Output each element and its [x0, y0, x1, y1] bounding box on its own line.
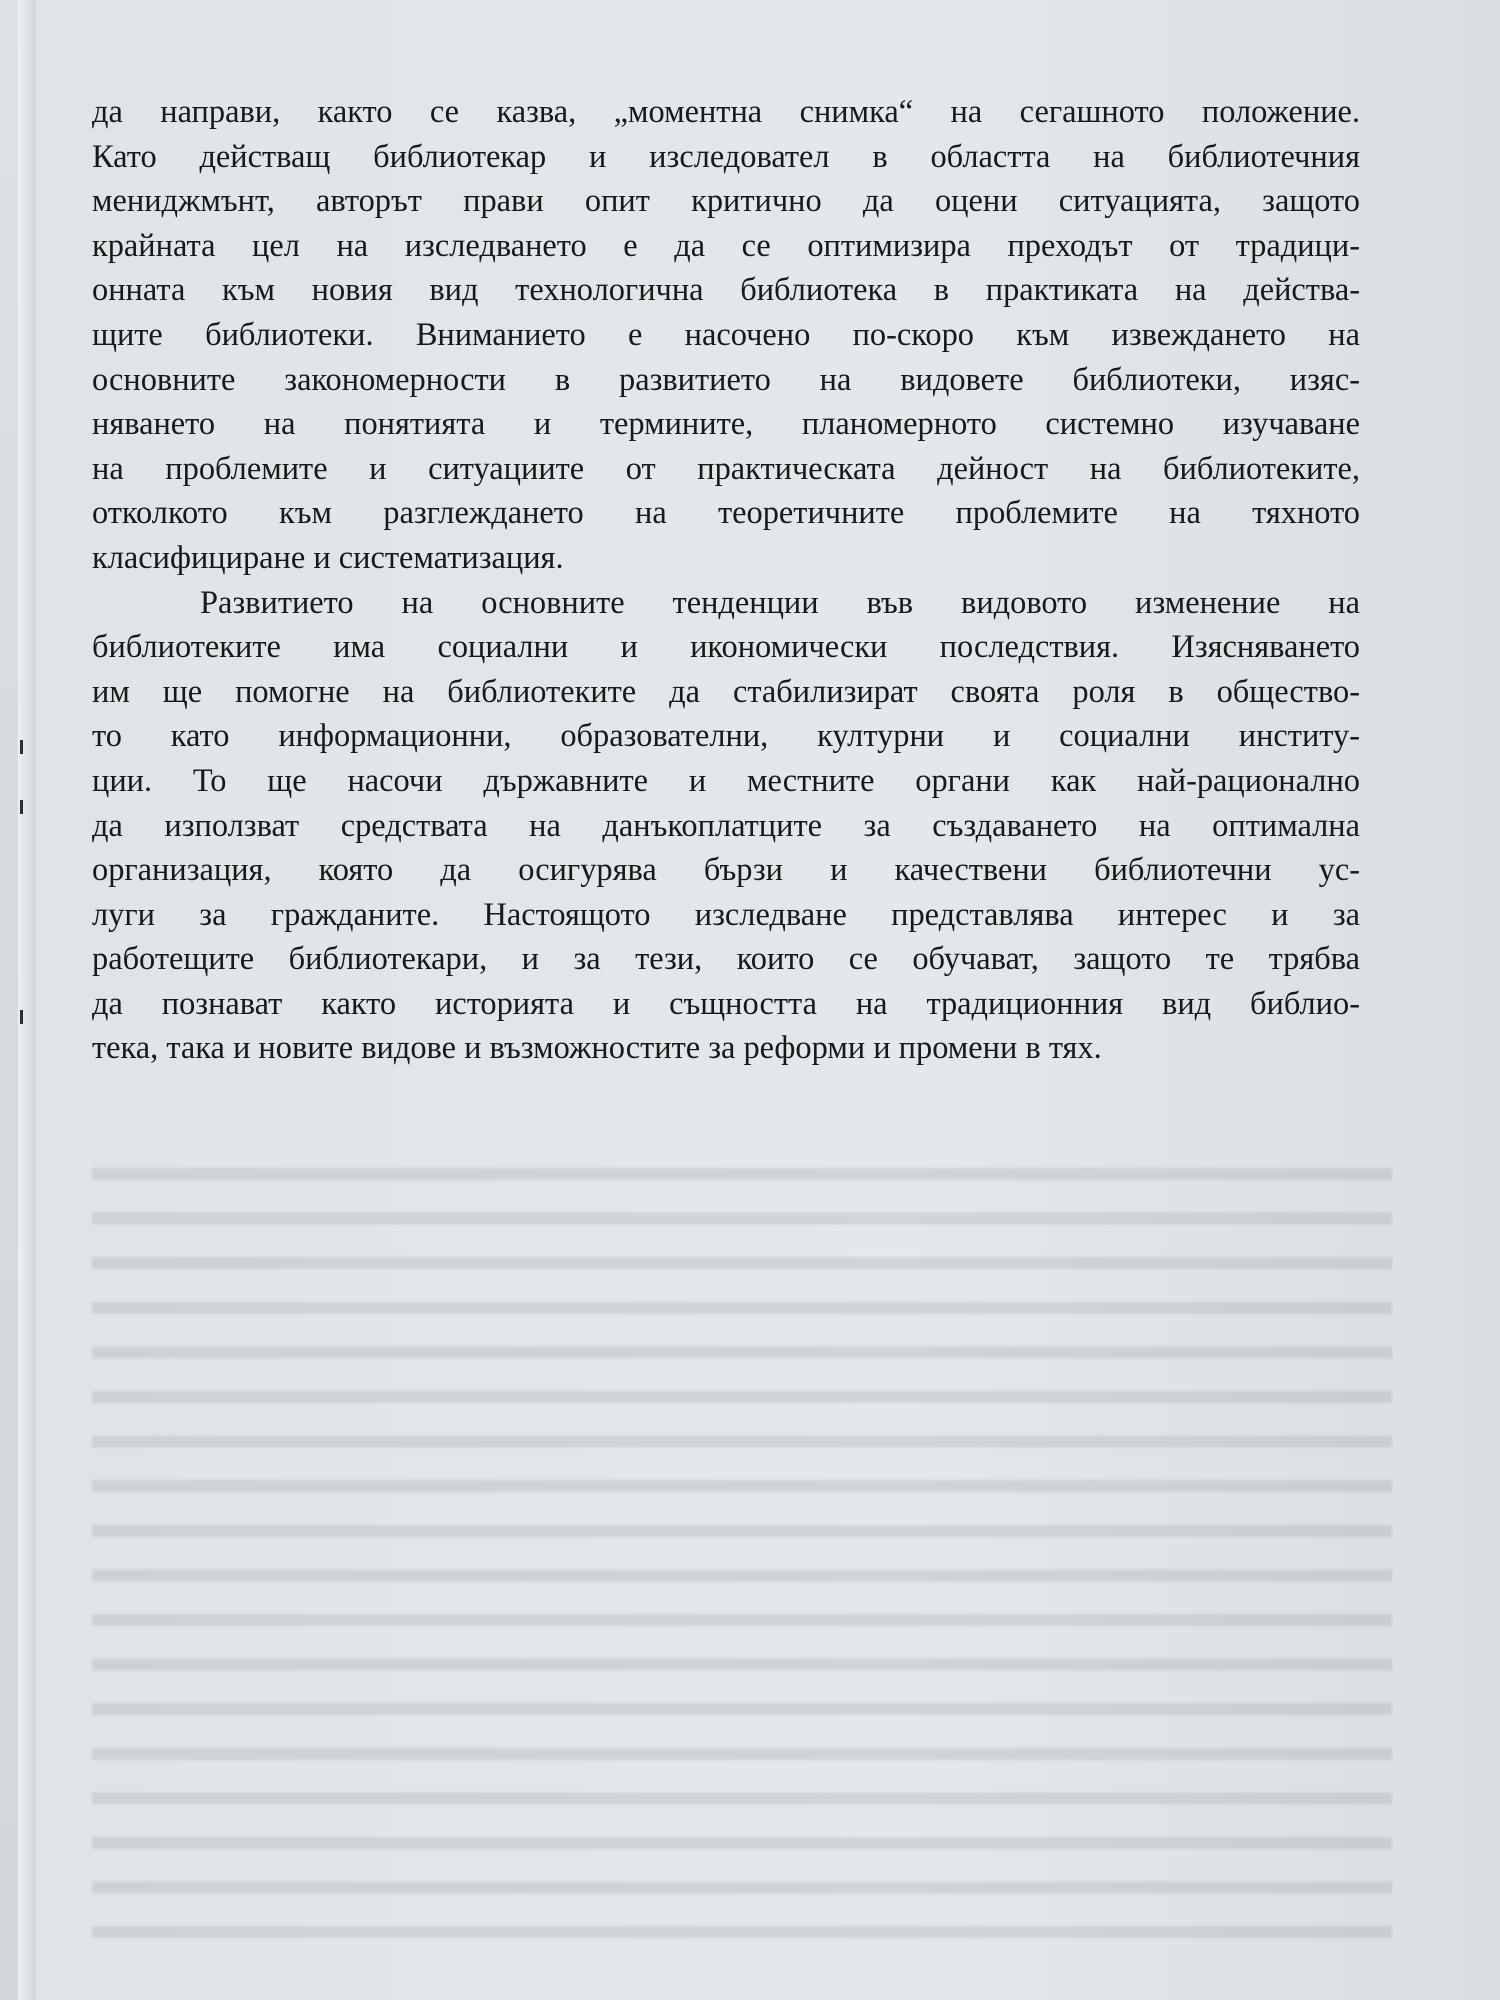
text-line: им ще помогне на библиотеките да стабилизират своята роля в общество-	[92, 673, 1360, 710]
body-text	[92, 90, 1360, 1071]
text-line: работещите библиотекари, и за тези, които се обучават, защото те трябва	[92, 941, 1360, 978]
text-line: класифициране и систематизация.	[92, 539, 564, 576]
paragraph-2	[92, 581, 1360, 1072]
text-line: тека, така и новите видове и възможностите за реформи и промени в тях.	[92, 1030, 1102, 1067]
text-line: да направи, както се казва, „моментна снимка“ на сегашното положение.	[92, 94, 1360, 130]
text-line: Развитието на основните тенденции във видовото изменение на	[200, 584, 1360, 621]
text-line: крайната цел на изследването е да се оптимизира преходът от традици-	[92, 227, 1360, 264]
text-line: ции. То ще насочи държавните и местните органи как най-рационално	[92, 762, 1360, 799]
text-line: библиотеките има социални и икономически последствия. Изясняването	[92, 629, 1360, 666]
text-line: Като действащ библиотекар и изследовател в областта на библиотечния	[92, 138, 1360, 175]
edge-mark	[20, 800, 23, 814]
edge-mark	[20, 1010, 23, 1024]
text-line: мениджмънт, авторът прави опит критично да оцени ситуацията, защото	[92, 183, 1360, 220]
text-line: организация, която да осигурява бързи и качествени библиотечни ус-	[92, 852, 1360, 889]
paragraph-1	[92, 90, 1360, 581]
text-line: то като информационни, образователни, културни и социални институ-	[92, 718, 1360, 755]
text-line: отколкото към разглеждането на теоретичните проблемите на тяхното	[92, 495, 1360, 532]
reverse-side-bleed-through	[92, 1150, 1392, 1970]
text-line: луги за гражданите. Настоящото изследване представлява интерес и за	[92, 896, 1360, 933]
text-line: на проблемите и ситуациите от практическата дейност на библиотеките,	[92, 450, 1360, 487]
text-line: да познават както историята и същността на традиционния вид библио-	[92, 985, 1360, 1022]
text-line: щите библиотеки. Вниманието е насочено по-скоро към извеждането на	[92, 316, 1360, 353]
text-line: няването на понятията и термините, планомерното системно изучаване	[92, 406, 1360, 443]
text-line: основните закономерности в развитието на видовете библиотеки, изяс-	[92, 361, 1360, 398]
edge-mark	[20, 740, 23, 754]
page-edge	[18, 0, 36, 2000]
text-line: онната към новия вид технологична библиотека в практиката на действа-	[92, 272, 1360, 309]
text-line: да използват средствата на данъкоплатците за създаването на оптимална	[92, 807, 1360, 844]
